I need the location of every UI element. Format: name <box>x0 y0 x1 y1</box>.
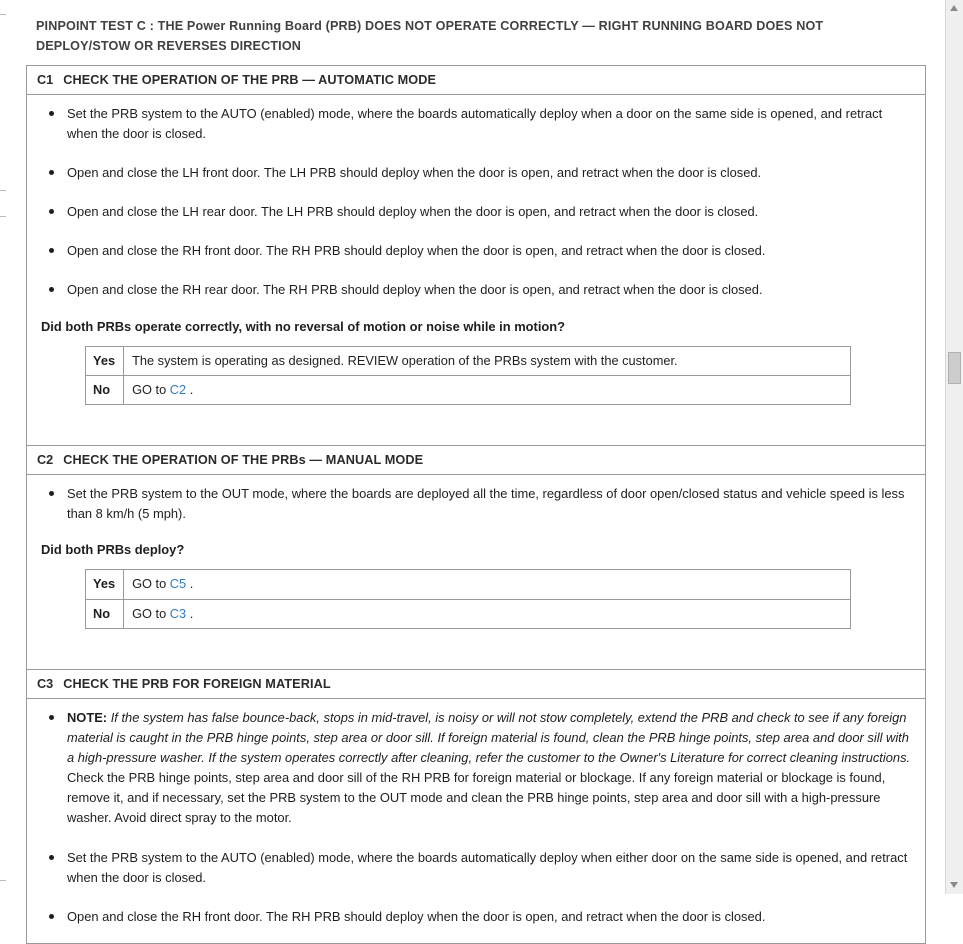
goto-suffix: . <box>186 576 194 592</box>
step-c1-title: CHECK THE OPERATION OF THE PRB — AUTOMATIC MODE <box>63 72 437 87</box>
page-left-rail <box>0 0 26 894</box>
step-c2-code: C2 <box>37 453 54 468</box>
table-row <box>86 346 851 375</box>
step-c1 <box>26 65 926 445</box>
list-item: Set the PRB system to the AUTO (enabled) mode, where the boards automatically deploy when a door on the same side is opened, and retract when the door is closed. <box>41 104 911 144</box>
step-c3-header <box>27 670 925 699</box>
step-c1-body <box>27 95 925 445</box>
step-c2-title: CHECK THE OPERATION OF THE PRBs — MANUAL MODE <box>63 453 424 468</box>
scroll-thumb[interactable] <box>948 352 961 384</box>
step-c2-question: Did both PRBs deploy? <box>41 542 185 558</box>
table-row <box>86 570 851 599</box>
list-item: Set the PRB system to the AUTO (enabled) mode, where the boards automatically deploy when either door on the same side is opened, and retract when the door is closed. <box>41 848 911 888</box>
list-item: Open and close the RH rear door. The RH PRB should deploy when the door is open, and retract when the door is closed. <box>41 280 911 300</box>
table-row <box>86 599 851 628</box>
answer-key-no: No <box>86 599 124 628</box>
answer-key-no: No <box>86 375 124 404</box>
step-c2-body <box>27 475 925 669</box>
goto-prefix: GO to <box>132 576 170 592</box>
xref-link-c5[interactable]: C5 <box>169 576 187 592</box>
xref-link-c2[interactable]: C2 <box>169 381 187 397</box>
step-c2 <box>26 445 926 669</box>
step-c3-code: C3 <box>37 676 54 691</box>
scroll-down-arrow-icon[interactable] <box>946 877 963 894</box>
goto-prefix: GO to <box>132 605 170 621</box>
step-c2-bullet-list <box>41 484 911 524</box>
list-item: Open and close the LH front door. The LH PRB should deploy when the door is open, and retract when the door is closed. <box>41 163 911 183</box>
step-c3-title: CHECK THE PRB FOR FOREIGN MATERIAL <box>63 676 331 691</box>
step-c3 <box>26 669 926 944</box>
table-row <box>86 375 851 404</box>
list-item: Open and close the RH front door. The RH PRB should deploy when the door is open, and retract when the door is closed. <box>41 907 911 927</box>
step-c1-code: C1 <box>37 72 54 87</box>
list-item: Set the PRB system to the OUT mode, where the boards are deployed all the time, regardless of door open/closed status and vehicle speed is less than 8 km/h (5 mph). <box>41 484 911 524</box>
xref-link-c3[interactable]: C3 <box>169 605 187 621</box>
answer-key-yes: Yes <box>86 346 124 375</box>
answer-action-yes: The system is operating as designed. REVIEW operation of the PRBs system with the customer. <box>124 346 851 375</box>
goto-suffix: . <box>186 605 194 621</box>
list-item: Open and close the LH rear door. The LH PRB should deploy when the door is open, and retract when the door is closed. <box>41 202 911 222</box>
page-title: PINPOINT TEST C : THE Power Running Board (PRB) DOES NOT OPERATE CORRECTLY — RIGHT RUNNING BOARD DOES NOT DEPLOY/STOW OR REVERSES DIRECTION <box>36 19 824 54</box>
note-italic-text: If the system has false bounce-back, stops in mid-travel, is noisy or will not stow completely, extend the PRB and check to see if any foreign material is caught in the PRB hinge points, step area or door sill. If foreign material is found, clean the PRB hinge points, step area and door sill with a high-pressure washer. If the system operates correctly after cleaning, refer the customer to the Owner's Literature for correct cleaning instructions. <box>67 709 911 766</box>
goto-suffix: . <box>186 381 194 397</box>
step-c2-header <box>27 446 925 475</box>
spacer <box>41 641 911 659</box>
step-c3-bullet-list <box>41 708 911 927</box>
answer-key-yes: Yes <box>86 570 124 599</box>
list-item-note <box>41 708 911 829</box>
step-c1-question: Did both PRBs operate correctly, with no reversal of motion or noise while in motion? <box>41 318 566 334</box>
step-c3-body <box>27 699 925 943</box>
note-tail-text: Check the PRB hinge points, step area and door sill of the RH PRB for foreign material or blockage. If any foreign material or blockage is found, remove it, and if necessary, set the PRB system to the OUT mode and clean the PRB hinge points, step area and door sill with a high-pressure washer. Avoid direct spray to the motor. <box>67 770 886 826</box>
vertical-scrollbar[interactable] <box>945 0 963 894</box>
note-label: NOTE: <box>67 709 108 725</box>
document-content <box>26 0 926 944</box>
spacer <box>41 417 911 435</box>
step-c1-header <box>27 66 925 95</box>
goto-prefix: GO to <box>132 381 170 397</box>
answer-action-no <box>124 599 851 628</box>
answer-action-no <box>124 375 851 404</box>
step-c1-bullet-list <box>41 104 911 301</box>
step-c1-answer-table <box>85 346 851 406</box>
answer-action-yes <box>124 570 851 599</box>
scroll-up-arrow-icon[interactable] <box>946 0 963 17</box>
list-item: Open and close the RH front door. The RH PRB should deploy when the door is open, and retract when the door is closed. <box>41 241 911 261</box>
step-c2-answer-table <box>85 569 851 629</box>
